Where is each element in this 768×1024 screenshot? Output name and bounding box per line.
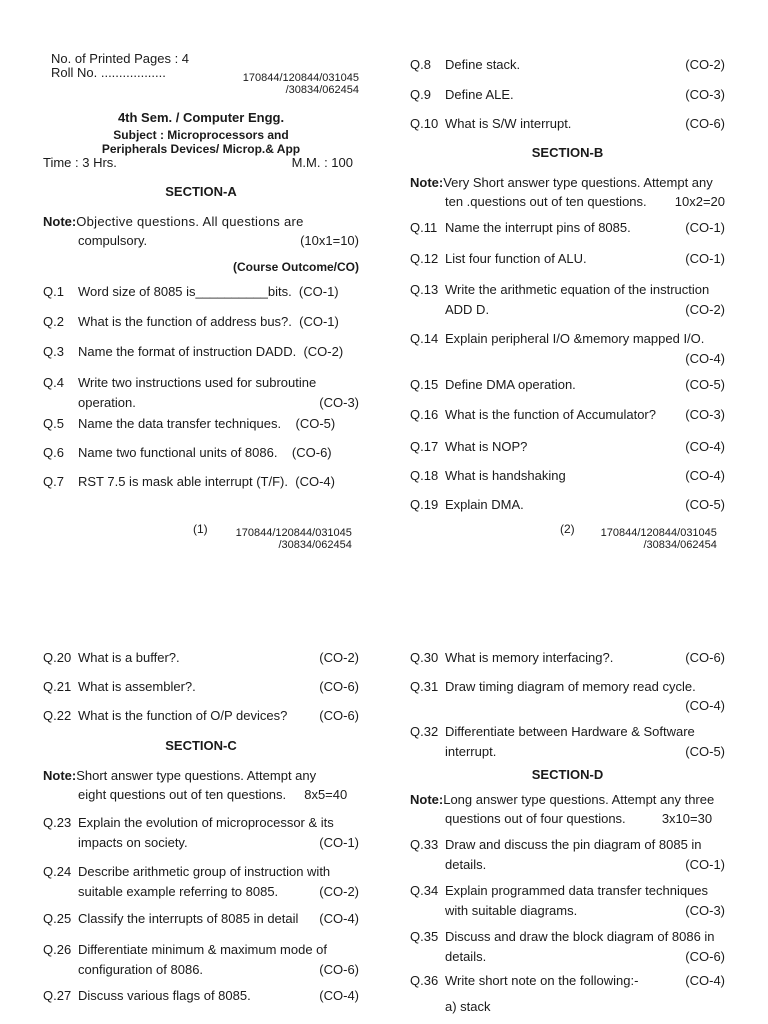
page-1 bbox=[43, 52, 359, 503]
note-text: Objective questions. All questions are bbox=[76, 214, 304, 229]
note-text: Short answer type questions. Attempt any bbox=[76, 768, 317, 783]
section-b-note: Note: Very Short answer type questions. Attempt any ten .questions out of ten questions. 10x2=20 bbox=[410, 175, 725, 209]
page-4 bbox=[410, 650, 725, 1014]
footer-codes: 170844/120844/031045 /30834/062454 bbox=[600, 527, 717, 551]
question-item: Q.18 What is handshaking (CO-4) bbox=[410, 468, 725, 483]
page-1-footer bbox=[193, 522, 352, 551]
printed-pages: No. of Printed Pages : 4 bbox=[51, 51, 190, 66]
question-item: Q.14 Explain peripheral I/O &memory mapped I/O. (CO-4) bbox=[410, 331, 725, 366]
question-item: Q.25 Classify the interrupts of 8085 in detail (CO-4) bbox=[43, 911, 359, 926]
question-item: Q.9 Define ALE. (CO-3) bbox=[410, 87, 725, 102]
question-item: Q.24 Describe arithmetic group of instruction with suitable example referring to 8085. (CO-2) bbox=[43, 864, 359, 899]
question-item: Q.21 What is assembler?. (CO-6) bbox=[43, 679, 359, 694]
question-item: Q.11 Name the interrupt pins of 8085. (CO-1) bbox=[410, 220, 725, 235]
question-item: Q.33 Draw and discuss the pin diagram of 8085 in details. (CO-1) bbox=[410, 837, 725, 872]
note-label: Note: bbox=[410, 792, 444, 807]
section-d-title: SECTION-D bbox=[531, 767, 604, 782]
question-item: Q.4 Write two instructions used for subroutine operation. (CO-3) bbox=[43, 375, 359, 410]
question-item: Q.7 RST 7.5 is mask able interrupt (T/F). (CO-4) bbox=[43, 474, 335, 489]
question-item: Q.15 Define DMA operation. (CO-5) bbox=[410, 377, 725, 392]
page-number: (1) bbox=[193, 522, 208, 536]
note-label: Note: bbox=[410, 175, 444, 190]
question-item: Q.31 Draw timing diagram of memory read cycle. (CO-4) bbox=[410, 679, 725, 713]
question-item: Q.26 Differentiate minimum & maximum mode of configuration of 8086. (CO-6) bbox=[43, 942, 359, 977]
note-label: Note: bbox=[43, 214, 77, 229]
footer-codes: 170844/120844/031045 /30834/062454 bbox=[235, 527, 352, 551]
subject: Subject : Microprocessors and Peripherals Devices/ Microp.& App bbox=[101, 128, 301, 156]
question-item: Q.35 Discuss and draw the block diagram of 8086 in details. (CO-6) bbox=[410, 929, 725, 964]
question-item: Q.5 Name the data transfer techniques. (CO-5) bbox=[43, 416, 336, 431]
question-item: Q.3 Name the format of instruction DADD. (CO-2) bbox=[43, 344, 344, 359]
question-item: Q.6 Name two functional units of 8086. (CO-6) bbox=[43, 445, 332, 460]
question-item: Q.16 What is the function of Accumulator? (CO-3) bbox=[410, 407, 725, 422]
question-item: Q.20 What is a buffer?. (CO-2) bbox=[43, 650, 359, 665]
paper-codes: 170844/120844/031045 /30834/062454 bbox=[242, 72, 359, 96]
semester: 4th Sem. / Computer Engg. bbox=[117, 110, 285, 125]
question-item: Q.36 Write short note on the following:- (CO-4) bbox=[410, 973, 725, 988]
question-item: Q.12 List four function of ALU. (CO-1) bbox=[410, 251, 725, 266]
note-label: Note: bbox=[43, 768, 77, 783]
section-b-title: SECTION-B bbox=[531, 145, 604, 160]
page-2 bbox=[410, 57, 725, 526]
question-item: Q.32 Differentiate between Hardware & Software interrupt. (CO-5) bbox=[410, 724, 725, 759]
question-item: Q.22 What is the function of O/P devices? (CO-6) bbox=[43, 708, 359, 723]
question-item: Q.30 What is memory interfacing?. (CO-6) bbox=[410, 650, 725, 665]
question-item: Q.17 What is NOP? (CO-4) bbox=[410, 439, 725, 454]
course-outcome: (Course Outcome/CO) bbox=[232, 260, 359, 274]
section-a-title: SECTION-A bbox=[165, 184, 237, 199]
question-item: Q.23 Explain the evolution of microprocessor & its impacts on society. (CO-1) bbox=[43, 815, 359, 850]
question-item: Q.13 Write the arithmetic equation of the instruction ADD D. (CO-2) bbox=[410, 282, 725, 317]
note-text: Very Short answer type questions. Attempt any bbox=[443, 175, 713, 190]
question-item: Q.2 What is the function of address bus?. (CO-1) bbox=[43, 314, 339, 329]
question-item: Q.10 What is S/W interrupt. (CO-6) bbox=[410, 116, 725, 131]
question-item: Q.19 Explain DMA. (CO-5) bbox=[410, 497, 725, 512]
page-3 bbox=[43, 650, 359, 1017]
page-2-footer bbox=[560, 522, 717, 551]
section-d-note: Note: Long answer type questions. Attempt any three questions out of four questions. 3x10=30 bbox=[410, 792, 715, 826]
question-item: Q.8 Define stack. (CO-2) bbox=[410, 57, 725, 72]
section-c-note: Note: Short answer type questions. Attempt any eight questions out of ten questions. 8x5=40 bbox=[43, 768, 348, 802]
section-c-title: SECTION-C bbox=[165, 738, 237, 753]
sub-item-stack: a) stack bbox=[445, 999, 491, 1014]
question-item: Q.1 Word size of 8085 is__________bits. (CO-1) bbox=[43, 284, 339, 299]
question-item: Q.34 Explain programmed data transfer techniques with suitable diagrams. (CO-3) bbox=[410, 883, 725, 918]
roll-no: Roll No. .................. bbox=[51, 65, 166, 80]
max-marks: M.M. : 100 bbox=[291, 155, 353, 170]
page-number: (2) bbox=[560, 522, 575, 536]
question-item: Q.27 Discuss various flags of 8085. (CO-4) bbox=[43, 988, 359, 1003]
time: Time : 3 Hrs. bbox=[43, 155, 117, 170]
note-text: Long answer type questions. Attempt any three bbox=[443, 792, 715, 807]
section-a-note: Note: Objective questions. All questions are compulsory. (10x1=10) bbox=[43, 214, 359, 248]
